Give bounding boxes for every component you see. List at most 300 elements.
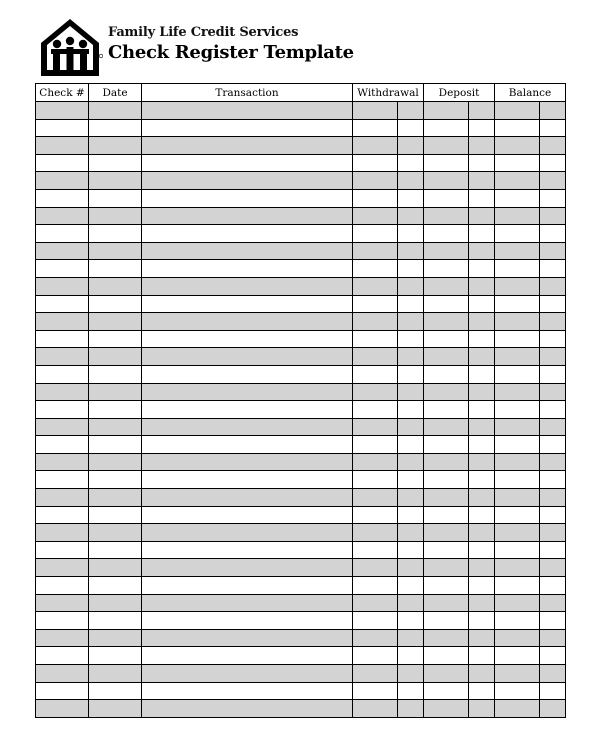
deposit-dollars-cell xyxy=(424,207,469,225)
withdrawal-dollars-cell xyxy=(353,383,398,401)
transaction-cell xyxy=(142,577,353,595)
withdrawal-cents-cell xyxy=(398,647,424,665)
withdrawal-cents-cell xyxy=(398,506,424,524)
deposit-dollars-cell xyxy=(424,154,469,172)
balance-dollars-cell xyxy=(495,700,540,718)
withdrawal-cents-cell xyxy=(398,242,424,260)
table-row xyxy=(36,453,566,471)
withdrawal-cents-cell xyxy=(398,313,424,331)
transaction-cell xyxy=(142,137,353,155)
table-row xyxy=(36,418,566,436)
document-title: Check Register Template xyxy=(108,42,354,63)
deposit-cents-cell xyxy=(469,189,495,207)
balance-cents-cell xyxy=(540,506,566,524)
balance-dollars-cell xyxy=(495,647,540,665)
withdrawal-cents-cell xyxy=(398,524,424,542)
deposit-cents-cell xyxy=(469,225,495,243)
withdrawal-cents-cell xyxy=(398,207,424,225)
deposit-cents-cell xyxy=(469,137,495,155)
transaction-cell xyxy=(142,647,353,665)
check-number-cell xyxy=(36,172,89,190)
transaction-cell xyxy=(142,172,353,190)
transaction-cell xyxy=(142,330,353,348)
header-row xyxy=(36,84,566,102)
check-number-cell xyxy=(36,119,89,137)
date-cell xyxy=(89,137,142,155)
deposit-dollars-cell xyxy=(424,418,469,436)
table-row xyxy=(36,471,566,489)
table-row xyxy=(36,436,566,454)
table-row xyxy=(36,189,566,207)
deposit-dollars-cell xyxy=(424,365,469,383)
deposit-dollars-cell xyxy=(424,559,469,577)
deposit-cents-cell xyxy=(469,401,495,419)
deposit-cents-cell xyxy=(469,207,495,225)
document-header xyxy=(0,0,600,82)
balance-cents-cell xyxy=(540,700,566,718)
transaction-cell xyxy=(142,207,353,225)
check-number-cell xyxy=(36,436,89,454)
balance-cents-cell xyxy=(540,665,566,683)
deposit-cents-cell xyxy=(469,471,495,489)
register-rows xyxy=(36,102,566,718)
deposit-cents-cell xyxy=(469,365,495,383)
deposit-cents-cell xyxy=(469,700,495,718)
balance-cents-cell xyxy=(540,594,566,612)
withdrawal-dollars-cell xyxy=(353,365,398,383)
date-cell xyxy=(89,172,142,190)
balance-dollars-cell xyxy=(495,612,540,630)
table-row xyxy=(36,506,566,524)
withdrawal-dollars-cell xyxy=(353,506,398,524)
balance-dollars-cell xyxy=(495,330,540,348)
deposit-cents-cell xyxy=(469,295,495,313)
withdrawal-cents-cell xyxy=(398,559,424,577)
table-row xyxy=(36,313,566,331)
deposit-cents-cell xyxy=(469,577,495,595)
date-cell xyxy=(89,277,142,295)
balance-dollars-cell xyxy=(495,260,540,278)
withdrawal-dollars-cell xyxy=(353,436,398,454)
deposit-dollars-cell xyxy=(424,506,469,524)
withdrawal-dollars-cell xyxy=(353,647,398,665)
withdrawal-cents-cell xyxy=(398,612,424,630)
house-family-logo-icon xyxy=(37,16,103,78)
table-row xyxy=(36,102,566,120)
withdrawal-cents-cell xyxy=(398,401,424,419)
deposit-cents-cell xyxy=(469,242,495,260)
balance-dollars-cell xyxy=(495,207,540,225)
date-cell xyxy=(89,154,142,172)
withdrawal-dollars-cell xyxy=(353,594,398,612)
withdrawal-cents-cell xyxy=(398,453,424,471)
withdrawal-dollars-cell xyxy=(353,471,398,489)
withdrawal-dollars-cell xyxy=(353,453,398,471)
withdrawal-dollars-cell xyxy=(353,330,398,348)
balance-dollars-cell xyxy=(495,137,540,155)
date-cell xyxy=(89,682,142,700)
deposit-dollars-cell xyxy=(424,700,469,718)
deposit-dollars-cell xyxy=(424,436,469,454)
date-cell xyxy=(89,524,142,542)
table-row xyxy=(36,383,566,401)
date-cell xyxy=(89,700,142,718)
column-header-balance: Balance xyxy=(495,84,566,102)
date-cell xyxy=(89,207,142,225)
balance-dollars-cell xyxy=(495,365,540,383)
date-cell xyxy=(89,295,142,313)
balance-dollars-cell xyxy=(495,172,540,190)
table-row xyxy=(36,612,566,630)
deposit-dollars-cell xyxy=(424,401,469,419)
withdrawal-dollars-cell xyxy=(353,119,398,137)
withdrawal-dollars-cell xyxy=(353,559,398,577)
table-row xyxy=(36,260,566,278)
balance-cents-cell xyxy=(540,137,566,155)
balance-cents-cell xyxy=(540,225,566,243)
transaction-cell xyxy=(142,471,353,489)
withdrawal-dollars-cell xyxy=(353,577,398,595)
date-cell xyxy=(89,418,142,436)
balance-dollars-cell xyxy=(495,401,540,419)
deposit-dollars-cell xyxy=(424,295,469,313)
deposit-dollars-cell xyxy=(424,612,469,630)
deposit-dollars-cell xyxy=(424,102,469,120)
deposit-dollars-cell xyxy=(424,665,469,683)
transaction-cell xyxy=(142,612,353,630)
deposit-dollars-cell xyxy=(424,260,469,278)
withdrawal-cents-cell xyxy=(398,330,424,348)
deposit-cents-cell xyxy=(469,102,495,120)
check-number-cell xyxy=(36,577,89,595)
check-number-cell xyxy=(36,295,89,313)
table-row xyxy=(36,594,566,612)
date-cell xyxy=(89,541,142,559)
deposit-dollars-cell xyxy=(424,471,469,489)
withdrawal-cents-cell xyxy=(398,436,424,454)
transaction-cell xyxy=(142,401,353,419)
date-cell xyxy=(89,629,142,647)
deposit-dollars-cell xyxy=(424,577,469,595)
table-row xyxy=(36,401,566,419)
withdrawal-dollars-cell xyxy=(353,189,398,207)
deposit-cents-cell xyxy=(469,506,495,524)
withdrawal-dollars-cell xyxy=(353,295,398,313)
date-cell xyxy=(89,365,142,383)
check-number-cell xyxy=(36,207,89,225)
table-row xyxy=(36,524,566,542)
transaction-cell xyxy=(142,541,353,559)
date-cell xyxy=(89,471,142,489)
withdrawal-cents-cell xyxy=(398,700,424,718)
deposit-dollars-cell xyxy=(424,453,469,471)
table-row xyxy=(36,559,566,577)
check-register-table xyxy=(35,83,566,718)
check-number-cell xyxy=(36,418,89,436)
table-row xyxy=(36,172,566,190)
table-row xyxy=(36,242,566,260)
date-cell xyxy=(89,665,142,683)
transaction-cell xyxy=(142,365,353,383)
balance-cents-cell xyxy=(540,119,566,137)
deposit-dollars-cell xyxy=(424,383,469,401)
withdrawal-dollars-cell xyxy=(353,401,398,419)
balance-dollars-cell xyxy=(495,629,540,647)
balance-cents-cell xyxy=(540,260,566,278)
check-number-cell xyxy=(36,242,89,260)
withdrawal-dollars-cell xyxy=(353,207,398,225)
balance-dollars-cell xyxy=(495,418,540,436)
check-number-cell xyxy=(36,348,89,366)
withdrawal-dollars-cell xyxy=(353,225,398,243)
column-header-date: Date xyxy=(89,84,142,102)
transaction-cell xyxy=(142,489,353,507)
withdrawal-dollars-cell xyxy=(353,154,398,172)
deposit-cents-cell xyxy=(469,348,495,366)
balance-cents-cell xyxy=(540,418,566,436)
deposit-cents-cell xyxy=(469,682,495,700)
balance-dollars-cell xyxy=(495,154,540,172)
deposit-dollars-cell xyxy=(424,629,469,647)
check-number-cell xyxy=(36,225,89,243)
check-number-cell xyxy=(36,541,89,559)
deposit-dollars-cell xyxy=(424,682,469,700)
balance-dollars-cell xyxy=(495,506,540,524)
table-row xyxy=(36,277,566,295)
balance-dollars-cell xyxy=(495,189,540,207)
date-cell xyxy=(89,260,142,278)
deposit-cents-cell xyxy=(469,541,495,559)
column-header-transaction: Transaction xyxy=(142,84,353,102)
table-row xyxy=(36,365,566,383)
balance-cents-cell xyxy=(540,154,566,172)
transaction-cell xyxy=(142,418,353,436)
balance-dollars-cell xyxy=(495,383,540,401)
column-header-withdrawal: Withdrawal xyxy=(353,84,424,102)
balance-dollars-cell xyxy=(495,471,540,489)
check-number-cell xyxy=(36,647,89,665)
date-cell xyxy=(89,436,142,454)
deposit-cents-cell xyxy=(469,418,495,436)
check-number-cell xyxy=(36,506,89,524)
transaction-cell xyxy=(142,594,353,612)
deposit-cents-cell xyxy=(469,594,495,612)
balance-dollars-cell xyxy=(495,348,540,366)
deposit-cents-cell xyxy=(469,154,495,172)
table-row xyxy=(36,207,566,225)
deposit-cents-cell xyxy=(469,665,495,683)
deposit-dollars-cell xyxy=(424,225,469,243)
withdrawal-dollars-cell xyxy=(353,242,398,260)
balance-cents-cell xyxy=(540,559,566,577)
withdrawal-cents-cell xyxy=(398,137,424,155)
withdrawal-cents-cell xyxy=(398,277,424,295)
date-cell xyxy=(89,647,142,665)
transaction-cell xyxy=(142,102,353,120)
table-row xyxy=(36,541,566,559)
table-row xyxy=(36,119,566,137)
check-number-cell xyxy=(36,401,89,419)
withdrawal-dollars-cell xyxy=(353,418,398,436)
withdrawal-cents-cell xyxy=(398,172,424,190)
table-row xyxy=(36,665,566,683)
deposit-cents-cell xyxy=(469,172,495,190)
column-header-deposit: Deposit xyxy=(424,84,495,102)
withdrawal-dollars-cell xyxy=(353,629,398,647)
balance-dollars-cell xyxy=(495,541,540,559)
transaction-cell xyxy=(142,506,353,524)
deposit-cents-cell xyxy=(469,277,495,295)
deposit-cents-cell xyxy=(469,260,495,278)
date-cell xyxy=(89,577,142,595)
date-cell xyxy=(89,102,142,120)
withdrawal-cents-cell xyxy=(398,471,424,489)
balance-cents-cell xyxy=(540,682,566,700)
check-number-cell xyxy=(36,453,89,471)
balance-cents-cell xyxy=(540,189,566,207)
check-number-cell xyxy=(36,471,89,489)
deposit-dollars-cell xyxy=(424,313,469,331)
withdrawal-dollars-cell xyxy=(353,700,398,718)
balance-cents-cell xyxy=(540,647,566,665)
check-number-cell xyxy=(36,189,89,207)
check-number-cell xyxy=(36,682,89,700)
check-number-cell xyxy=(36,612,89,630)
transaction-cell xyxy=(142,295,353,313)
deposit-cents-cell xyxy=(469,489,495,507)
deposit-dollars-cell xyxy=(424,647,469,665)
withdrawal-cents-cell xyxy=(398,629,424,647)
withdrawal-dollars-cell xyxy=(353,260,398,278)
check-number-cell xyxy=(36,313,89,331)
withdrawal-dollars-cell xyxy=(353,682,398,700)
transaction-cell xyxy=(142,348,353,366)
check-number-cell xyxy=(36,154,89,172)
transaction-cell xyxy=(142,313,353,331)
transaction-cell xyxy=(142,700,353,718)
deposit-dollars-cell xyxy=(424,119,469,137)
balance-cents-cell xyxy=(540,471,566,489)
withdrawal-dollars-cell xyxy=(353,277,398,295)
withdrawal-cents-cell xyxy=(398,348,424,366)
check-number-cell xyxy=(36,700,89,718)
table-row xyxy=(36,225,566,243)
balance-dollars-cell xyxy=(495,489,540,507)
transaction-cell xyxy=(142,242,353,260)
withdrawal-cents-cell xyxy=(398,260,424,278)
balance-dollars-cell xyxy=(495,682,540,700)
date-cell xyxy=(89,313,142,331)
transaction-cell xyxy=(142,383,353,401)
balance-dollars-cell xyxy=(495,313,540,331)
balance-cents-cell xyxy=(540,524,566,542)
deposit-dollars-cell xyxy=(424,172,469,190)
date-cell xyxy=(89,594,142,612)
date-cell xyxy=(89,119,142,137)
table-row xyxy=(36,154,566,172)
table-row xyxy=(36,348,566,366)
table-row xyxy=(36,700,566,718)
transaction-cell xyxy=(142,119,353,137)
balance-cents-cell xyxy=(540,383,566,401)
balance-dollars-cell xyxy=(495,665,540,683)
check-number-cell xyxy=(36,260,89,278)
date-cell xyxy=(89,489,142,507)
withdrawal-cents-cell xyxy=(398,682,424,700)
table-row xyxy=(36,489,566,507)
check-number-cell xyxy=(36,665,89,683)
withdrawal-cents-cell xyxy=(398,541,424,559)
date-cell xyxy=(89,559,142,577)
withdrawal-cents-cell xyxy=(398,225,424,243)
balance-dollars-cell xyxy=(495,577,540,595)
balance-cents-cell xyxy=(540,295,566,313)
balance-cents-cell xyxy=(540,577,566,595)
transaction-cell xyxy=(142,225,353,243)
withdrawal-cents-cell xyxy=(398,154,424,172)
check-number-cell xyxy=(36,137,89,155)
check-number-cell xyxy=(36,524,89,542)
check-number-cell xyxy=(36,594,89,612)
table-row xyxy=(36,295,566,313)
deposit-cents-cell xyxy=(469,647,495,665)
withdrawal-dollars-cell xyxy=(353,172,398,190)
deposit-cents-cell xyxy=(469,313,495,331)
date-cell xyxy=(89,612,142,630)
transaction-cell xyxy=(142,260,353,278)
transaction-cell xyxy=(142,682,353,700)
withdrawal-cents-cell xyxy=(398,418,424,436)
deposit-cents-cell xyxy=(469,119,495,137)
check-number-cell xyxy=(36,629,89,647)
check-number-cell xyxy=(36,559,89,577)
transaction-cell xyxy=(142,453,353,471)
balance-dollars-cell xyxy=(495,436,540,454)
table-row xyxy=(36,682,566,700)
transaction-cell xyxy=(142,154,353,172)
balance-dollars-cell xyxy=(495,225,540,243)
balance-cents-cell xyxy=(540,629,566,647)
withdrawal-cents-cell xyxy=(398,383,424,401)
transaction-cell xyxy=(142,436,353,454)
withdrawal-dollars-cell xyxy=(353,665,398,683)
balance-dollars-cell xyxy=(495,277,540,295)
withdrawal-dollars-cell xyxy=(353,348,398,366)
withdrawal-cents-cell xyxy=(398,102,424,120)
transaction-cell xyxy=(142,277,353,295)
check-number-cell xyxy=(36,365,89,383)
balance-dollars-cell xyxy=(495,559,540,577)
date-cell xyxy=(89,506,142,524)
withdrawal-dollars-cell xyxy=(353,524,398,542)
balance-cents-cell xyxy=(540,330,566,348)
balance-cents-cell xyxy=(540,436,566,454)
deposit-dollars-cell xyxy=(424,137,469,155)
check-number-cell xyxy=(36,383,89,401)
date-cell xyxy=(89,348,142,366)
withdrawal-dollars-cell xyxy=(353,313,398,331)
balance-cents-cell xyxy=(540,489,566,507)
date-cell xyxy=(89,225,142,243)
date-cell xyxy=(89,242,142,260)
balance-dollars-cell xyxy=(495,524,540,542)
balance-cents-cell xyxy=(540,453,566,471)
deposit-dollars-cell xyxy=(424,277,469,295)
date-cell xyxy=(89,330,142,348)
deposit-cents-cell xyxy=(469,330,495,348)
transaction-cell xyxy=(142,665,353,683)
deposit-dollars-cell xyxy=(424,489,469,507)
